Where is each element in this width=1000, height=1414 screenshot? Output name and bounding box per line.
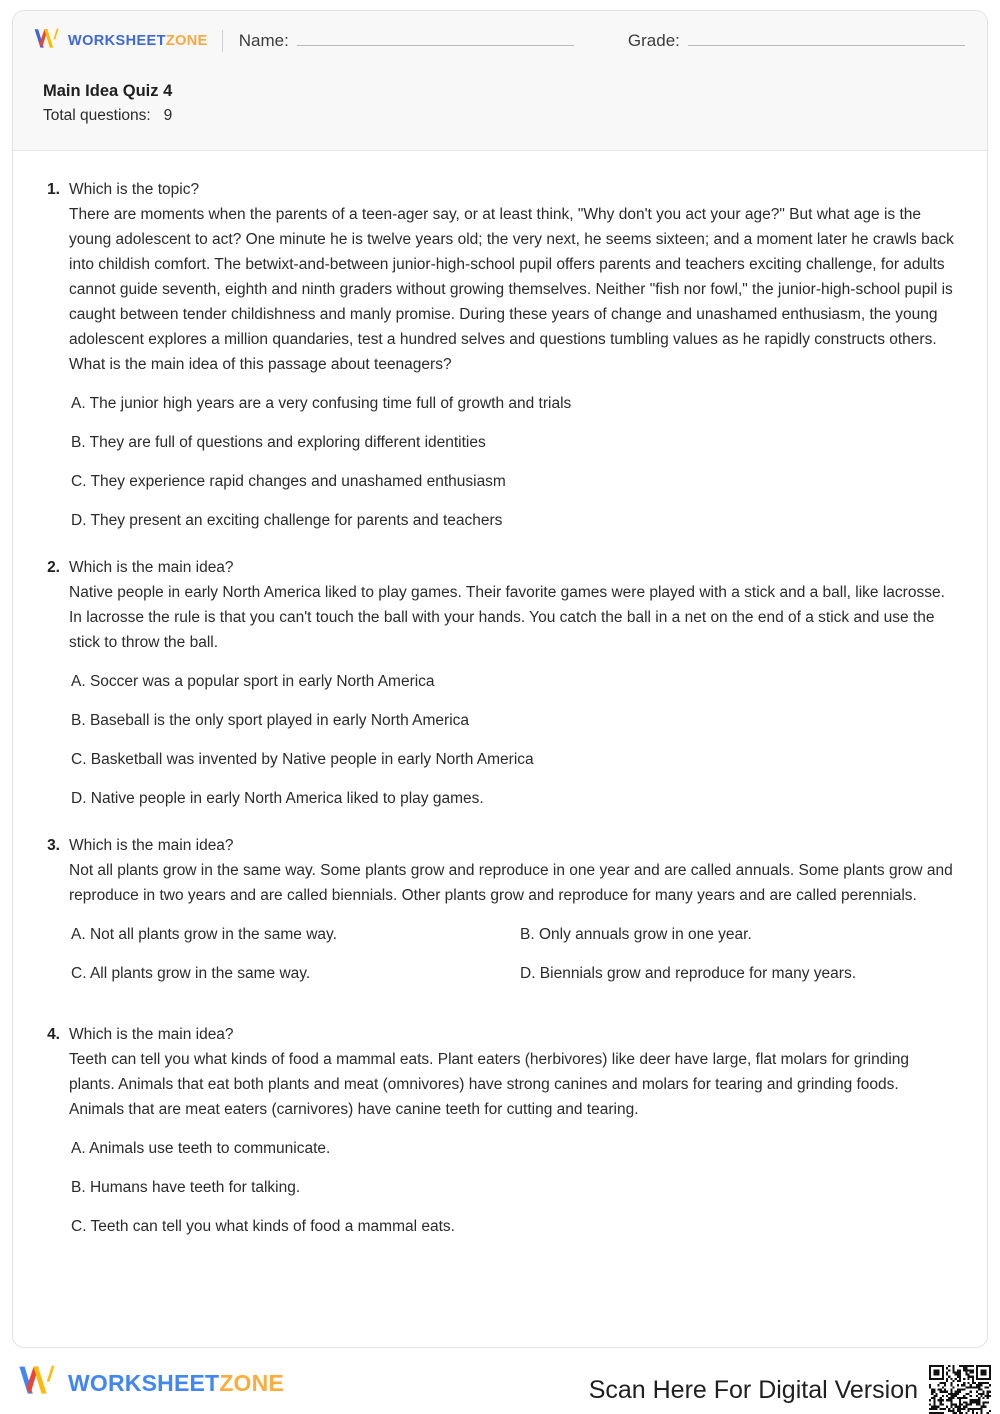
answer-options: [69, 391, 957, 533]
question-number: 4.: [47, 1026, 60, 1043]
answer-options: [69, 669, 957, 811]
question-passage: Not all plants grow in the same way. Some plants grow and reproduce in one year and are called annuals. Some plants grow and reproduce in two years and are called biennials. Other plants grow and reproduce for many years and are called perennials.: [69, 862, 953, 904]
grade-field[interactable]: [628, 31, 965, 51]
header-divider: [222, 30, 223, 52]
question-passage: There are moments when the parents of a teen-ager say, or at least think, "Why don't you act your age?" But what age is the young adolescent to act? One minute he is twelve years old; the very next, he seems sixteen; and a moment later he crawls back into childish comfort. The betwixt-and-between junior-high-school pupil offers parents and teachers exciting challenge, for adults cannot guide seventh, eighth and ninth graders without growing themselves. Neither "fish nor fowl," the junior-high-school pupil is caught between tender childishness and manly promise. During these years of change and unashamed enthusiasm, the young adolescent explores a million quandaries, test a hundred selves and questions tumbling values as he rapidly constructs others. What is the main idea of this passage about teenagers?: [69, 206, 954, 373]
logo-text-worksheet: WORKSHEET: [68, 1370, 220, 1396]
answer-option[interactable]: A. The junior high years are a very confusing time full of growth and trials: [71, 395, 572, 412]
question-item: [43, 555, 957, 811]
worksheetzone-logo-icon: [31, 26, 61, 57]
question-number: 2.: [47, 559, 60, 576]
name-field-label: Name:: [238, 31, 289, 50]
footer-logo-text: [68, 1370, 284, 1397]
question-prompt: Which is the main idea?: [69, 559, 234, 576]
question-prompt: Which is the main idea?: [69, 837, 234, 854]
questions-list: [13, 151, 987, 1271]
answer-option[interactable]: B. Baseball is the only sport played in early North America: [71, 712, 470, 729]
name-field[interactable]: [239, 31, 574, 51]
worksheetzone-logo-icon: [14, 1362, 58, 1405]
page-title: Main Idea Quiz 4: [43, 82, 173, 100]
grade-field-rule[interactable]: [688, 32, 965, 46]
quiz-title-block: [13, 71, 987, 129]
answer-options: [69, 922, 957, 1000]
footer-logo: [14, 1362, 284, 1405]
question-number: 1.: [47, 181, 60, 198]
worksheet-header: [13, 11, 987, 151]
worksheet-card: [12, 10, 988, 1348]
answer-option[interactable]: A. Not all plants grow in the same way.: [71, 926, 337, 943]
question-item: [43, 833, 957, 1000]
header-logo-text: [68, 33, 208, 49]
question-content: [69, 1022, 957, 1239]
question-prompt: Which is the main idea?: [69, 1026, 234, 1043]
total-questions-label: Total questions: 9: [43, 106, 173, 124]
question-passage: Native people in early North America liked to play games. Their favorite games were played with a stick and a ball, like lacrosse. In lacrosse the rule is that you can't touch the ball with your hands. You catch the ball in a net on the end of a stick and use the stick to throw the ball.: [69, 584, 945, 651]
question-content: [69, 555, 957, 811]
answer-option[interactable]: B. They are full of questions and exploring different identities: [71, 434, 486, 451]
answer-option[interactable]: A. Soccer was a popular sport in early North America: [71, 673, 435, 690]
logo-text-zone: ZONE: [165, 33, 208, 49]
answer-options: [69, 1136, 957, 1239]
answer-option[interactable]: D. Native people in early North America liked to play games.: [71, 790, 484, 807]
header-identity-row: [13, 11, 987, 71]
logo-text-zone: ZONE: [219, 1370, 285, 1396]
scan-here-label: Scan Here For Digital Version: [588, 1376, 918, 1404]
answer-option[interactable]: B. Only annuals grow in one year.: [520, 926, 752, 943]
logo-text-worksheet: WORKSHEET: [68, 33, 166, 49]
question-prompt: Which is the topic?: [69, 181, 200, 198]
answer-option[interactable]: D. Biennials grow and reproduce for many years.: [520, 965, 856, 982]
question-content: [69, 177, 957, 533]
answer-option[interactable]: A. Animals use teeth to communicate.: [71, 1140, 331, 1157]
question-item: [43, 1022, 957, 1239]
question-number: 3.: [47, 837, 60, 854]
header-logo: [31, 26, 208, 57]
grade-field-label: Grade:: [627, 31, 680, 50]
page-footer: [0, 1356, 1000, 1414]
question-item: [43, 177, 957, 533]
answer-option[interactable]: B. Humans have teeth for talking.: [71, 1179, 301, 1196]
name-field-rule[interactable]: [297, 32, 574, 46]
qr-code-icon[interactable]: [926, 1362, 994, 1414]
answer-option[interactable]: C. Basketball was invented by Native people in early North America: [71, 751, 534, 768]
question-passage: Teeth can tell you what kinds of food a mammal eats. Plant eaters (herbivores) like deer have large, flat molars for grinding plants. Animals that eat both plants and meat (omnivores) have strong canines and molars for tearing and grinding foods. Animals that are meat eaters (carnivores) have canine teeth for cutting and tearing.: [69, 1051, 909, 1118]
answer-option[interactable]: C. All plants grow in the same way.: [71, 965, 311, 982]
answer-option[interactable]: D. They present an exciting challenge for parents and teachers: [71, 512, 503, 529]
question-content: [69, 833, 957, 1000]
answer-option[interactable]: C. They experience rapid changes and unashamed enthusiasm: [71, 473, 506, 490]
answer-option[interactable]: C. Teeth can tell you what kinds of food a mammal eats.: [71, 1218, 455, 1235]
